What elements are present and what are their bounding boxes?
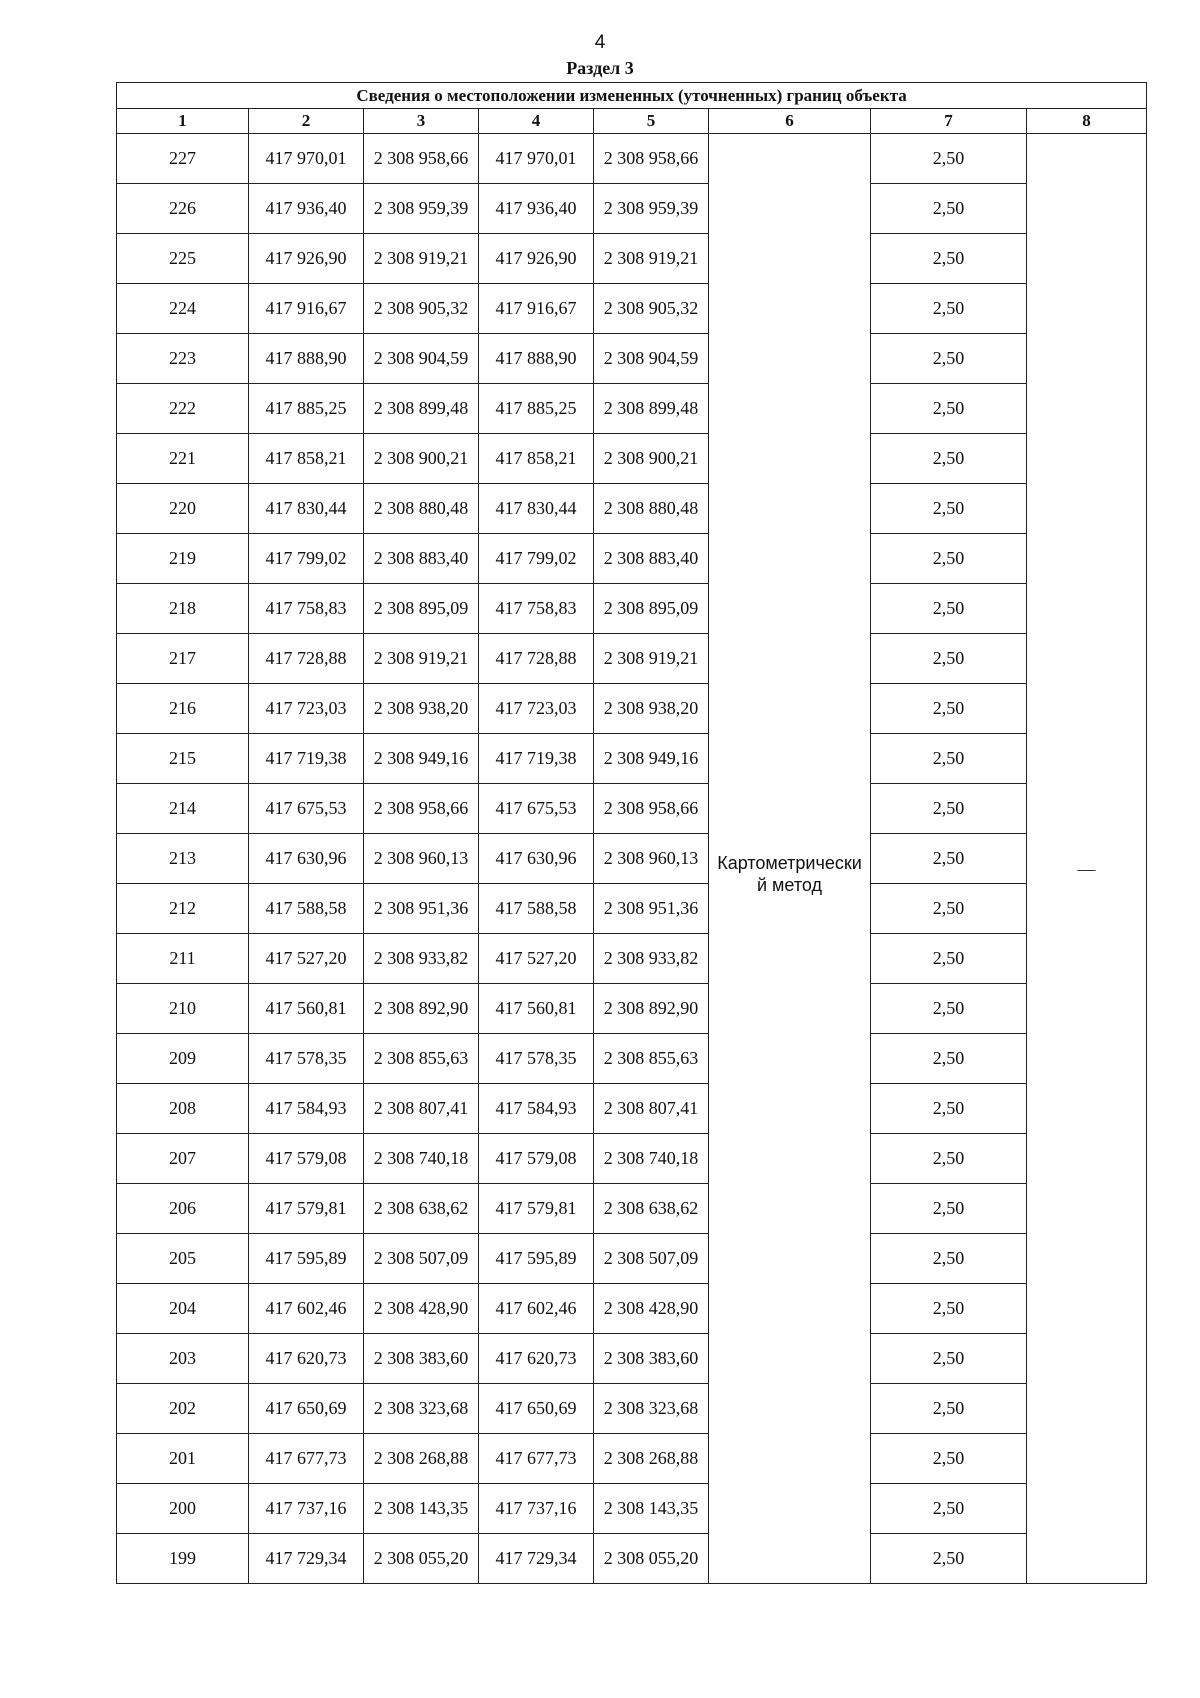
accuracy-cell: 2,50 <box>871 134 1027 184</box>
y-coordinate-cell: 2 308 638,62 <box>364 1184 479 1234</box>
x-coordinate-cell: 417 729,34 <box>249 1534 364 1584</box>
y-coordinate-cell: 2 308 880,48 <box>594 484 709 534</box>
accuracy-cell: 2,50 <box>871 634 1027 684</box>
accuracy-cell: 2,50 <box>871 234 1027 284</box>
x-coordinate-cell: 417 970,01 <box>479 134 594 184</box>
x-coordinate-cell: 417 830,44 <box>249 484 364 534</box>
point-number-cell: 223 <box>117 334 249 384</box>
y-coordinate-cell: 2 308 949,16 <box>364 734 479 784</box>
accuracy-cell: 2,50 <box>871 1484 1027 1534</box>
accuracy-cell: 2,50 <box>871 984 1027 1034</box>
x-coordinate-cell: 417 885,25 <box>479 384 594 434</box>
table-row <box>117 334 1147 384</box>
x-coordinate-cell: 417 737,16 <box>479 1484 594 1534</box>
table-body <box>117 134 1147 1584</box>
x-coordinate-cell: 417 527,20 <box>479 934 594 984</box>
x-coordinate-cell: 417 602,46 <box>249 1284 364 1334</box>
x-coordinate-cell: 417 579,81 <box>479 1184 594 1234</box>
table-row <box>117 1284 1147 1334</box>
column-number-header: 1 <box>117 109 249 134</box>
y-coordinate-cell: 2 308 895,09 <box>594 584 709 634</box>
y-coordinate-cell: 2 308 899,48 <box>364 384 479 434</box>
accuracy-cell: 2,50 <box>871 1034 1027 1084</box>
y-coordinate-cell: 2 308 900,21 <box>594 434 709 484</box>
column-number-header: 7 <box>871 109 1027 134</box>
point-number-cell: 222 <box>117 384 249 434</box>
page-number: 4 <box>594 32 606 53</box>
y-coordinate-cell: 2 308 268,88 <box>364 1434 479 1484</box>
x-coordinate-cell: 417 595,89 <box>479 1234 594 1284</box>
x-coordinate-cell: 417 560,81 <box>479 984 594 1034</box>
accuracy-cell: 2,50 <box>871 734 1027 784</box>
y-coordinate-cell: 2 308 905,32 <box>364 284 479 334</box>
x-coordinate-cell: 417 728,88 <box>479 634 594 684</box>
y-coordinate-cell: 2 308 428,90 <box>364 1284 479 1334</box>
method-label: Картометрический метод <box>717 853 862 895</box>
x-coordinate-cell: 417 926,90 <box>249 234 364 284</box>
x-coordinate-cell: 417 888,90 <box>249 334 364 384</box>
table-row <box>117 1384 1147 1434</box>
point-number-cell: 221 <box>117 434 249 484</box>
point-number-cell: 200 <box>117 1484 249 1534</box>
x-coordinate-cell: 417 799,02 <box>479 534 594 584</box>
point-number-cell: 211 <box>117 934 249 984</box>
table-row <box>117 384 1147 434</box>
x-coordinate-cell: 417 936,40 <box>249 184 364 234</box>
x-coordinate-cell: 417 858,21 <box>479 434 594 484</box>
table-row <box>117 1234 1147 1284</box>
y-coordinate-cell: 2 308 958,66 <box>364 134 479 184</box>
x-coordinate-cell: 417 936,40 <box>479 184 594 234</box>
accuracy-cell: 2,50 <box>871 1384 1027 1434</box>
x-coordinate-cell: 417 888,90 <box>479 334 594 384</box>
y-coordinate-cell: 2 308 919,21 <box>594 634 709 684</box>
accuracy-cell: 2,50 <box>871 384 1027 434</box>
point-number-cell: 227 <box>117 134 249 184</box>
table-row <box>117 534 1147 584</box>
table-row <box>117 1484 1147 1534</box>
x-coordinate-cell: 417 650,69 <box>479 1384 594 1434</box>
x-coordinate-cell: 417 527,20 <box>249 934 364 984</box>
x-coordinate-cell: 417 799,02 <box>249 534 364 584</box>
point-number-cell: 202 <box>117 1384 249 1434</box>
y-coordinate-cell: 2 308 899,48 <box>594 384 709 434</box>
y-coordinate-cell: 2 308 919,21 <box>364 234 479 284</box>
y-coordinate-cell: 2 308 323,68 <box>594 1384 709 1434</box>
y-coordinate-cell: 2 308 883,40 <box>364 534 479 584</box>
y-coordinate-cell: 2 308 428,90 <box>594 1284 709 1334</box>
section-title: Раздел 3 <box>566 58 634 78</box>
x-coordinate-cell: 417 926,90 <box>479 234 594 284</box>
x-coordinate-cell: 417 830,44 <box>479 484 594 534</box>
y-coordinate-cell: 2 308 855,63 <box>594 1034 709 1084</box>
x-coordinate-cell: 417 650,69 <box>249 1384 364 1434</box>
y-coordinate-cell: 2 308 638,62 <box>594 1184 709 1234</box>
table-row <box>117 934 1147 984</box>
x-coordinate-cell: 417 588,58 <box>249 884 364 934</box>
x-coordinate-cell: 417 620,73 <box>249 1334 364 1384</box>
accuracy-cell: 2,50 <box>871 1534 1027 1584</box>
y-coordinate-cell: 2 308 938,20 <box>594 684 709 734</box>
y-coordinate-cell: 2 308 960,13 <box>594 834 709 884</box>
x-coordinate-cell: 417 885,25 <box>249 384 364 434</box>
point-number-cell: 208 <box>117 1084 249 1134</box>
y-coordinate-cell: 2 308 959,39 <box>594 184 709 234</box>
accuracy-cell: 2,50 <box>871 1434 1027 1484</box>
table-row <box>117 1434 1147 1484</box>
table-row <box>117 584 1147 634</box>
y-coordinate-cell: 2 308 958,66 <box>594 784 709 834</box>
y-coordinate-cell: 2 308 951,36 <box>594 884 709 934</box>
y-coordinate-cell: 2 308 507,09 <box>364 1234 479 1284</box>
table-row <box>117 484 1147 534</box>
x-coordinate-cell: 417 675,53 <box>479 784 594 834</box>
x-coordinate-cell: 417 970,01 <box>249 134 364 184</box>
y-coordinate-cell: 2 308 143,35 <box>594 1484 709 1534</box>
y-coordinate-cell: 2 308 883,40 <box>594 534 709 584</box>
point-number-cell: 207 <box>117 1134 249 1184</box>
point-number-cell: 213 <box>117 834 249 884</box>
x-coordinate-cell: 417 758,83 <box>249 584 364 634</box>
table-row <box>117 184 1147 234</box>
y-coordinate-cell: 2 308 905,32 <box>594 284 709 334</box>
y-coordinate-cell: 2 308 933,82 <box>364 934 479 984</box>
x-coordinate-cell: 417 620,73 <box>479 1334 594 1384</box>
table-row <box>117 834 1147 884</box>
point-number-cell: 216 <box>117 684 249 734</box>
accuracy-cell: 2,50 <box>871 834 1027 884</box>
table-row <box>117 1334 1147 1384</box>
y-coordinate-cell: 2 308 268,88 <box>594 1434 709 1484</box>
y-coordinate-cell: 2 308 958,66 <box>594 134 709 184</box>
accuracy-cell: 2,50 <box>871 534 1027 584</box>
x-coordinate-cell: 417 579,81 <box>249 1184 364 1234</box>
y-coordinate-cell: 2 308 960,13 <box>364 834 479 884</box>
y-coordinate-cell: 2 308 895,09 <box>364 584 479 634</box>
y-coordinate-cell: 2 308 507,09 <box>594 1234 709 1284</box>
y-coordinate-cell: 2 308 740,18 <box>364 1134 479 1184</box>
accuracy-cell: 2,50 <box>871 934 1027 984</box>
point-number-cell: 206 <box>117 1184 249 1234</box>
x-coordinate-cell: 417 758,83 <box>479 584 594 634</box>
column-8-cell <box>1027 134 1147 1584</box>
column-number-header: 6 <box>709 109 871 134</box>
accuracy-cell: 2,50 <box>871 434 1027 484</box>
y-coordinate-cell: 2 308 740,18 <box>594 1134 709 1184</box>
y-coordinate-cell: 2 308 807,41 <box>594 1084 709 1134</box>
y-coordinate-cell: 2 308 143,35 <box>364 1484 479 1534</box>
x-coordinate-cell: 417 578,35 <box>249 1034 364 1084</box>
accuracy-cell: 2,50 <box>871 884 1027 934</box>
table-row <box>117 284 1147 334</box>
column-number-header: 8 <box>1027 109 1147 134</box>
accuracy-cell: 2,50 <box>871 684 1027 734</box>
x-coordinate-cell: 417 677,73 <box>249 1434 364 1484</box>
x-coordinate-cell: 417 579,08 <box>479 1134 594 1184</box>
point-number-cell: 217 <box>117 634 249 684</box>
column-number-row <box>117 109 1147 134</box>
table-row <box>117 1184 1147 1234</box>
y-coordinate-cell: 2 308 904,59 <box>594 334 709 384</box>
accuracy-cell: 2,50 <box>871 784 1027 834</box>
table-row <box>117 434 1147 484</box>
x-coordinate-cell: 417 737,16 <box>249 1484 364 1534</box>
x-coordinate-cell: 417 578,35 <box>479 1034 594 1084</box>
accuracy-cell: 2,50 <box>871 284 1027 334</box>
x-coordinate-cell: 417 916,67 <box>249 284 364 334</box>
y-coordinate-cell: 2 308 880,48 <box>364 484 479 534</box>
y-coordinate-cell: 2 308 892,90 <box>594 984 709 1034</box>
accuracy-cell: 2,50 <box>871 484 1027 534</box>
y-coordinate-cell: 2 308 807,41 <box>364 1084 479 1134</box>
table-row <box>117 984 1147 1034</box>
y-coordinate-cell: 2 308 959,39 <box>364 184 479 234</box>
dash-mark: — <box>1077 859 1096 879</box>
table-row <box>117 884 1147 934</box>
point-number-cell: 201 <box>117 1434 249 1484</box>
x-coordinate-cell: 417 677,73 <box>479 1434 594 1484</box>
x-coordinate-cell: 417 588,58 <box>479 884 594 934</box>
accuracy-cell: 2,50 <box>871 1284 1027 1334</box>
column-number-header: 4 <box>479 109 594 134</box>
y-coordinate-cell: 2 308 892,90 <box>364 984 479 1034</box>
method-cell <box>709 134 871 1584</box>
accuracy-cell: 2,50 <box>871 1084 1027 1134</box>
table-caption: Сведения о местоположении измененных (уточненных) границ объекта <box>117 83 1147 109</box>
table-row <box>117 1034 1147 1084</box>
y-coordinate-cell: 2 308 938,20 <box>364 684 479 734</box>
accuracy-cell: 2,50 <box>871 1234 1027 1284</box>
y-coordinate-cell: 2 308 919,21 <box>594 234 709 284</box>
point-number-cell: 210 <box>117 984 249 1034</box>
x-coordinate-cell: 417 858,21 <box>249 434 364 484</box>
table-row <box>117 1134 1147 1184</box>
y-coordinate-cell: 2 308 383,60 <box>364 1334 479 1384</box>
point-number-cell: 199 <box>117 1534 249 1584</box>
y-coordinate-cell: 2 308 855,63 <box>364 1034 479 1084</box>
x-coordinate-cell: 417 595,89 <box>249 1234 364 1284</box>
x-coordinate-cell: 417 728,88 <box>249 634 364 684</box>
y-coordinate-cell: 2 308 951,36 <box>364 884 479 934</box>
y-coordinate-cell: 2 308 383,60 <box>594 1334 709 1384</box>
point-number-cell: 214 <box>117 784 249 834</box>
table-row <box>117 1534 1147 1584</box>
x-coordinate-cell: 417 584,93 <box>479 1084 594 1134</box>
point-number-cell: 212 <box>117 884 249 934</box>
table-row <box>117 234 1147 284</box>
x-coordinate-cell: 417 723,03 <box>479 684 594 734</box>
boundary-coordinates-table <box>116 82 1147 1584</box>
table-row <box>117 734 1147 784</box>
y-coordinate-cell: 2 308 055,20 <box>364 1534 479 1584</box>
x-coordinate-cell: 417 675,53 <box>249 784 364 834</box>
table-row <box>117 784 1147 834</box>
accuracy-cell: 2,50 <box>871 584 1027 634</box>
x-coordinate-cell: 417 916,67 <box>479 284 594 334</box>
table-row <box>117 634 1147 684</box>
x-coordinate-cell: 417 719,38 <box>479 734 594 784</box>
accuracy-cell: 2,50 <box>871 184 1027 234</box>
table-row <box>117 1084 1147 1134</box>
point-number-cell: 204 <box>117 1284 249 1334</box>
x-coordinate-cell: 417 584,93 <box>249 1084 364 1134</box>
point-number-cell: 218 <box>117 584 249 634</box>
y-coordinate-cell: 2 308 055,20 <box>594 1534 709 1584</box>
table-row <box>117 134 1147 184</box>
y-coordinate-cell: 2 308 949,16 <box>594 734 709 784</box>
accuracy-cell: 2,50 <box>871 1184 1027 1234</box>
x-coordinate-cell: 417 630,96 <box>479 834 594 884</box>
y-coordinate-cell: 2 308 323,68 <box>364 1384 479 1434</box>
point-number-cell: 226 <box>117 184 249 234</box>
accuracy-cell: 2,50 <box>871 334 1027 384</box>
y-coordinate-cell: 2 308 904,59 <box>364 334 479 384</box>
x-coordinate-cell: 417 579,08 <box>249 1134 364 1184</box>
accuracy-cell: 2,50 <box>871 1134 1027 1184</box>
x-coordinate-cell: 417 602,46 <box>479 1284 594 1334</box>
y-coordinate-cell: 2 308 958,66 <box>364 784 479 834</box>
y-coordinate-cell: 2 308 900,21 <box>364 434 479 484</box>
accuracy-cell: 2,50 <box>871 1334 1027 1384</box>
column-number-header: 3 <box>364 109 479 134</box>
point-number-cell: 203 <box>117 1334 249 1384</box>
point-number-cell: 219 <box>117 534 249 584</box>
point-number-cell: 205 <box>117 1234 249 1284</box>
column-number-header: 2 <box>249 109 364 134</box>
table-row <box>117 684 1147 734</box>
x-coordinate-cell: 417 729,34 <box>479 1534 594 1584</box>
point-number-cell: 209 <box>117 1034 249 1084</box>
point-number-cell: 224 <box>117 284 249 334</box>
point-number-cell: 220 <box>117 484 249 534</box>
x-coordinate-cell: 417 719,38 <box>249 734 364 784</box>
y-coordinate-cell: 2 308 933,82 <box>594 934 709 984</box>
x-coordinate-cell: 417 560,81 <box>249 984 364 1034</box>
point-number-cell: 225 <box>117 234 249 284</box>
y-coordinate-cell: 2 308 919,21 <box>364 634 479 684</box>
column-number-header: 5 <box>594 109 709 134</box>
point-number-cell: 215 <box>117 734 249 784</box>
x-coordinate-cell: 417 723,03 <box>249 684 364 734</box>
x-coordinate-cell: 417 630,96 <box>249 834 364 884</box>
